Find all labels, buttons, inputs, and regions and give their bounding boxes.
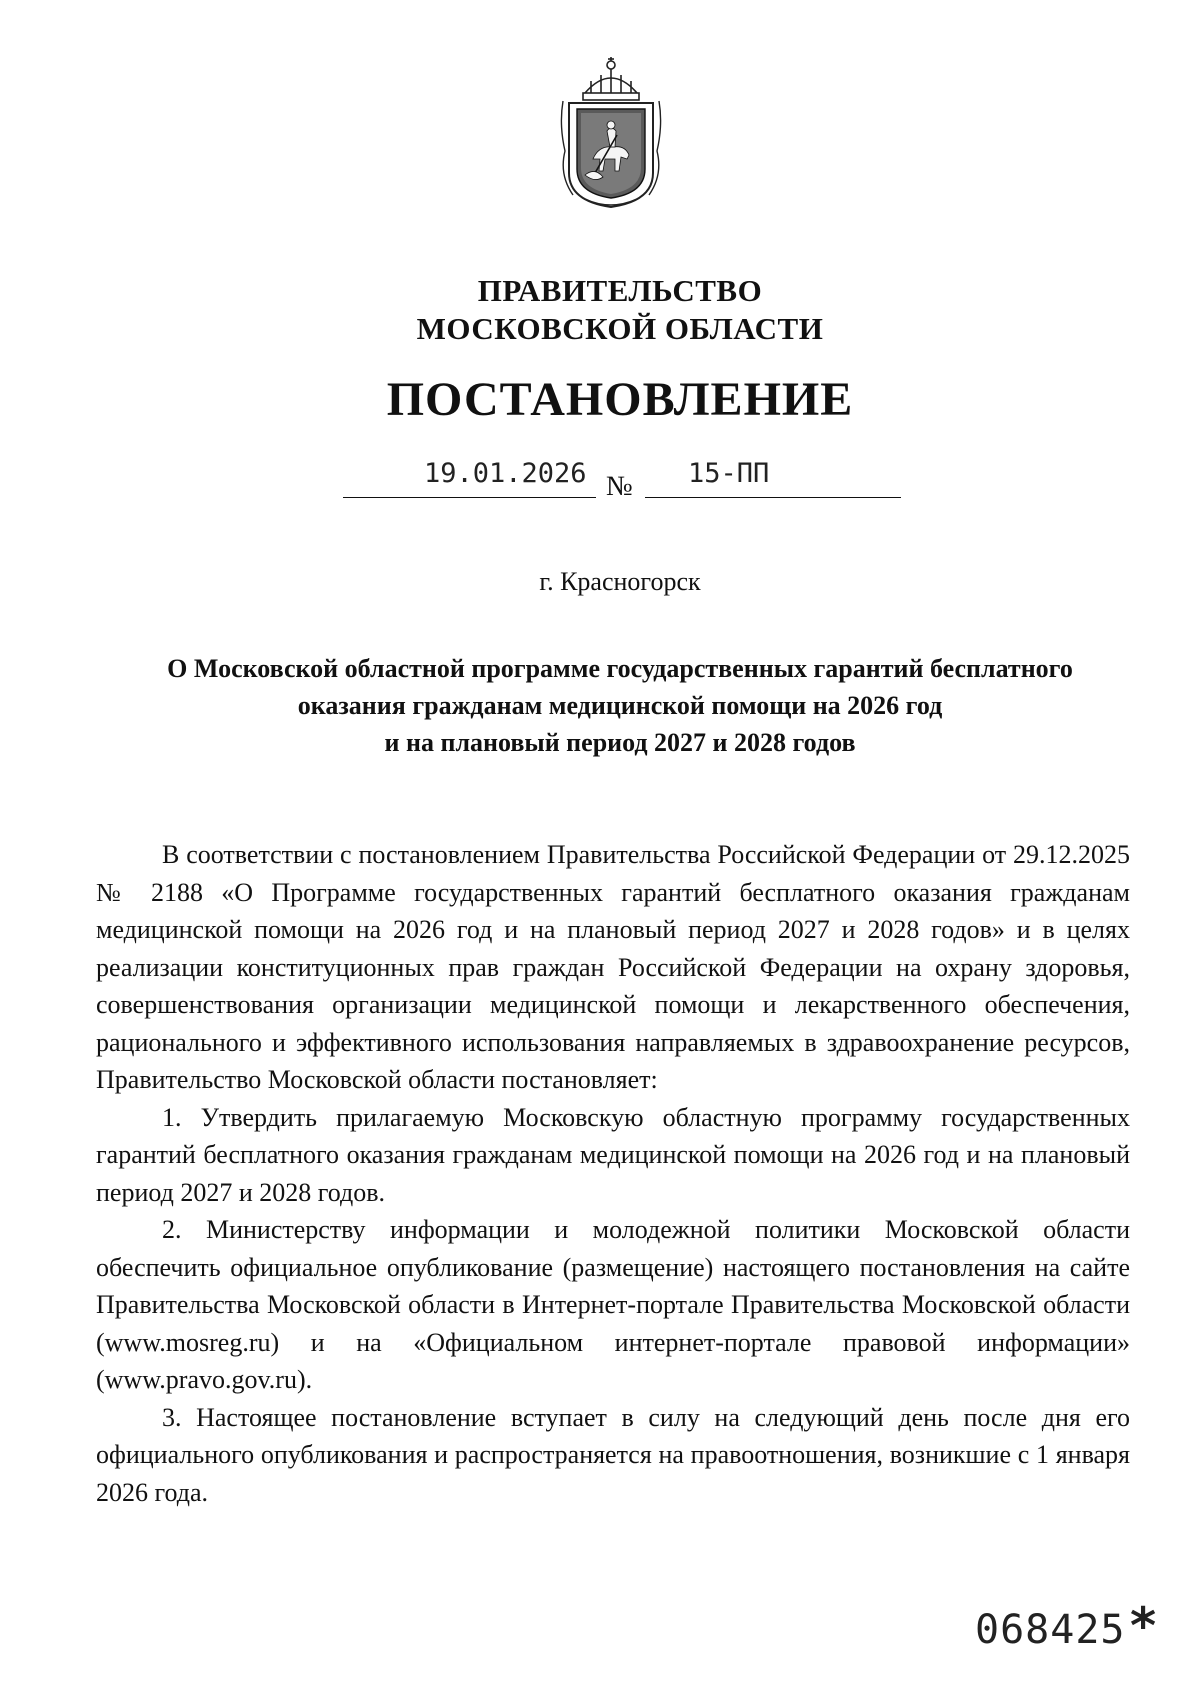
city-name: г. Красногорск — [539, 567, 701, 596]
clause-paragraph-2: 2. Министерству информации и молодежной политики Московской области обеспечить официальное опубликование (размещение) настоящего постановления на сайте Правительства Московской области в Интернет-портале Правительства Московской области (www.mosreg.ru) и на «Официальном интернет-портале правовой информации» (www.pravo.gov.ru). — [96, 1215, 1130, 1394]
form-serial-number: 068425 — [975, 1607, 1126, 1653]
document-title — [95, 650, 1145, 761]
document-title-line: и на плановый период 2027 и 2028 годов — [384, 728, 856, 757]
organization-name-line-1: ПРАВИТЕЛЬСТВО — [477, 273, 763, 308]
moscow-oblast-coat-of-arms-icon — [555, 55, 667, 210]
serial-star-mark: * — [1130, 1597, 1157, 1655]
document-type-heading: ПОСТАНОВЛЕНИЕ — [386, 373, 854, 426]
clause-paragraph-3: 3. Настоящее постановление вступает в силу на следующий день после дня его официального опубликования и распространяется на правоотношения, возникшие с 1 января 2026 года. — [96, 1402, 1130, 1507]
preamble-paragraph: В соответствии с постановлением Правительства Российской Федерации от 29.12.2025 № 2188 «О Программе государственных гарантий бесплатного оказания гражданам медицинской помощи на 2026 год и на плановый период 2027 и 2028 годов» и в целях реализации конституционных прав граждан Российской Федерации на охрану здоровья, совершенствования организации медицинской помощи и лекарственного обеспечения, рационального и эффективного использования направляемых в здравоохранение ресурсов, Правительство Московской области постановляет: — [96, 840, 1130, 1094]
registration-date: 19.01.2026 — [424, 458, 587, 489]
document-body — [96, 836, 1130, 1511]
registration-date-underline — [343, 497, 596, 498]
registration-number-sign: № — [606, 471, 633, 502]
document-title-line: оказания гражданам медицинской помощи на 2026 год — [297, 691, 943, 720]
organization-name-line-2: МОСКОВСКОЙ ОБЛАСТИ — [416, 311, 824, 346]
registration-number-underline — [645, 497, 901, 498]
registration-number: 15-ПП — [688, 458, 770, 489]
document-title-line: О Московской областной программе государственных гарантий бесплатного — [167, 654, 1073, 683]
clause-paragraph-1: 1. Утвердить прилагаемую Московскую областную программу государственных гарантий бесплатного оказания гражданам медицинской помощи на 2026 год и на плановый период 2027 и 2028 годов. — [96, 1102, 1130, 1207]
